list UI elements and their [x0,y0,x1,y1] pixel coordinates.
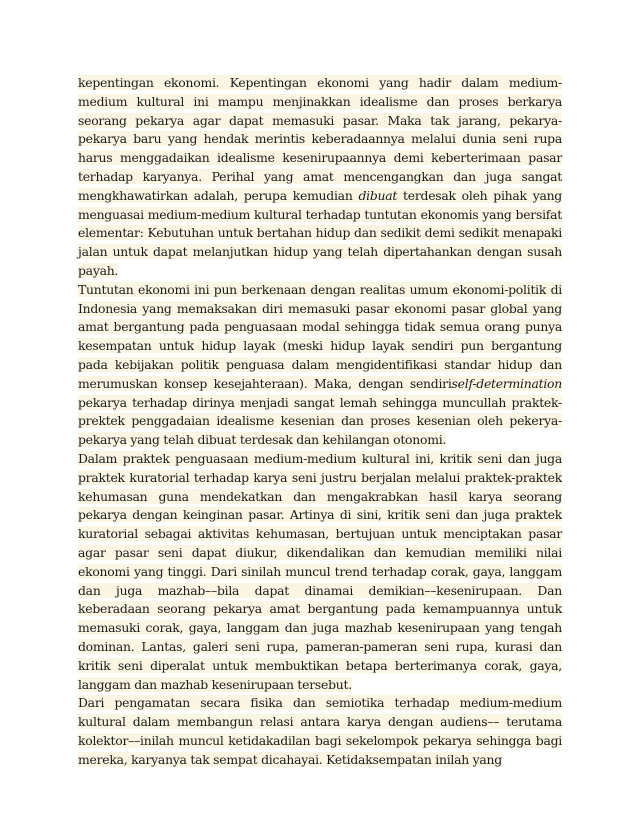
paragraph-1-text-a: kepentingan ekonomi. Kepentingan ekonomi yang hadir dalam medium-medium kultural ini mampu menjinakkan idealisme dan proses berkarya seorang pekarya agar dapat memasuki pasar. Maka tak jarang, pekarya-pekarya baru yang hendak merintis keberadaannya melalui dunia seni rupa harus menggadaikan idealisme kesenirupaannya demi keberterimaan pasar terhadap karyanya. Perihal yang amat mencengangkan dan juga sangat mengkhawatirkan adalah, perupa kemudian [78,75,562,203]
paragraph-2-text-b: pekarya terhadap dirinya menjadi sangat lemah sehingga muncullah praktek-prektek penggadaian idealisme kesenian dan proses kesenian oleh pekerya-pekarya yang telah dibuat terdesak dan kehilangan otonomi. [78,394,562,448]
paragraph-2-italic-term: self-determination [451,375,562,391]
paragraph-1-text-b: terdesak oleh pihak yang menguasai medium-medium kultural terhadap tuntutan ekonomis yang bersifat elementar: Kebutuhan untuk bertahan hidup dan sedikit demi sedikit menapaki jalan untuk dapat melanjutkan hidup yang telah dipertahankan dengan susah payah. [78,187,562,278]
paragraph-2 [78,281,562,450]
paragraph-2-text-a: Tuntutan ekonomi ini pun berkenaan dengan realitas umum ekonomi-politik di Indonesia yang memaksakan diri memasuki pasar ekonomi pasar global yang amat bergantung pada penguasaan modal sehingga tidak semua orang punya kesempatan untuk hidup layak (meski hidup layak sendiri pun bergantung pada kebijakan politik penguasa dalam mengidentifikasi standar hidup dan merumuskan konsep kesejahteraan). Maka, dengan sendiri [78,281,562,391]
paragraph-3 [78,450,562,694]
body-text [78,74,562,769]
paragraph-4-text: Dari pengamatan secara fisika dan semiotika terhadap medium-medium kultural dalam membangun relasi antara karya dengan audiens–– terutama kolektor––inilah muncul ketidakadilan bagi sekelompok pekarya sehingga bagi mereka, karyanya tak sempat dicahayai. Ketidaksempatan inilah yang [78,695,562,767]
paragraph-1-italic-term: dibuat [358,187,398,203]
paragraph-3-text: Dalam praktek penguasaan medium-medium kultural ini, kritik seni dan juga praktek kuratorial terhadap karya seni justru berjalan melalui praktek-praktek kehumasan guna mendekatkan dan mengakrabkan hasil karya seorang pekarya dengan keinginan pasar. Artinya di sini, kritik seni dan juga praktek kuratorial sebagai aktivitas kehumasan, bertujuan untuk menciptakan pasar agar pasar seni dapat diukur, dikendalikan dan kemudian memiliki nilai ekonomi yang tinggi. Dari sinilah muncul trend terhadap corak, gaya, langgam dan juga mazhab––bila dapat dinamai demikian––kesenirupaan. Dan keberadaan seorang pekarya amat bergantung pada kemampuannya untuk memasuki corak, gaya, langgam dan juga mazhab kesenirupaan yang tengah dominan. Lantas, galeri seni rupa, pameran-pameran seni rupa, kurasi dan kritik seni diperalat untuk membuktikan betapa berterimanya corak, gaya, langgam dan mazhab kesenirupaan tersebut. [78,450,562,692]
paragraph-4 [78,694,562,769]
paragraph-1 [78,74,562,281]
